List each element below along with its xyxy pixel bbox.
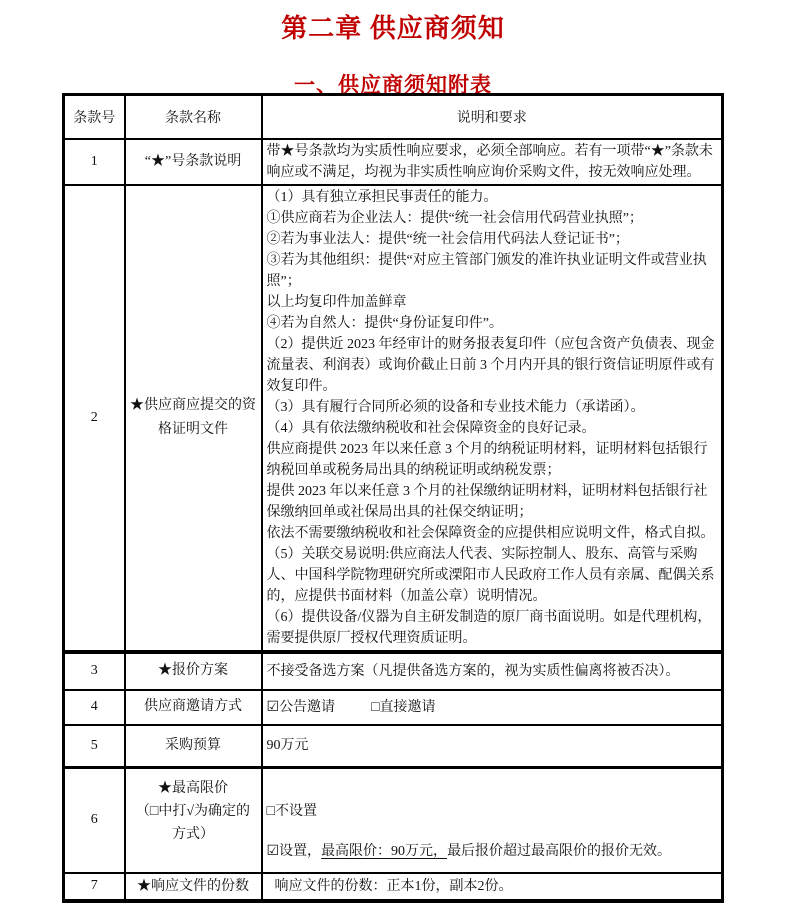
desc-paragraph: 以上均复印件加盖鲜章 xyxy=(266,294,407,310)
desc-paragraph: ①供应商若为企业法人：提供“统一社会信用代码营业执照”； xyxy=(266,210,643,226)
invitation-option-label: 直接邀请 xyxy=(379,699,436,715)
desc-paragraph: （6）提供设备/仪器为自主研发制造的原厂商书面说明。如是代理机构，需要提供原厂授权代理资质证明。 xyxy=(266,609,712,646)
header-description: 说明和要求 xyxy=(262,95,723,139)
clause-number-cell: 7 xyxy=(64,873,125,901)
table-row-3 xyxy=(64,652,723,690)
header-clause-name: 条款名称 xyxy=(125,95,262,139)
clause-number-cell: 5 xyxy=(64,725,125,768)
table-row-2 xyxy=(64,185,723,652)
desc-paragraph: ④若为自然人：提供“身份证复印件”。 xyxy=(266,315,503,331)
clause-name-cell: 供应商邀请方式 xyxy=(125,690,262,725)
section-title: 一、供应商须知附表 xyxy=(294,73,492,97)
clause-name-cell: ★报价方案 xyxy=(125,652,262,690)
clause-desc-cell xyxy=(262,690,723,725)
clause-name-cell xyxy=(125,768,262,873)
price-limit-option-unset: □不设置 xyxy=(266,804,317,819)
clause-desc-cell: 不接受备选方案（凡提供备选方案的，视为实质性偏离将被否决）。 xyxy=(262,652,723,690)
desc-paragraph: ②若为事业法人：提供“统一社会信用代码法人登记证书”； xyxy=(266,231,629,247)
clause-desc-cell: 带★号条款均为实质性响应要求，必须全部响应。若有一项带“★”条款未响应或不满足，均视为非实质性响应询价采购文件，按无效响应处理。 xyxy=(262,139,723,185)
checkbox-checked-icon-text: ☑设置， xyxy=(266,844,322,859)
supplier-notice-table xyxy=(62,93,724,903)
desc-paragraph: （1）具有独立承担民事责任的能力。 xyxy=(266,189,498,205)
price-limit-note: 最后报价超过最高限价的报价无效。 xyxy=(447,844,672,859)
clause-desc-cell: 90万元 xyxy=(262,725,723,768)
desc-paragraph: （4）具有依法缴纳税收和社会保障资金的良好记录。 xyxy=(266,420,596,436)
table-row-5 xyxy=(64,725,723,768)
desc-paragraph: （5）关联交易说明:供应商法人代表、实际控制人、股东、高管与采购人、中国科学院物理研究所或溧阳市人民政府工作人员有亲属、配偶关系的，应提供书面材料（加盖公章）说明情况。 xyxy=(266,546,715,604)
clause-name-cell: 采购预算 xyxy=(125,725,262,768)
clause-name-line: ★最高限价 xyxy=(158,781,228,796)
clause-desc-cell: 响应文件的份数：正本1份，副本2份。 xyxy=(262,873,723,901)
invitation-option-label: 公告邀请 xyxy=(279,699,336,715)
table-row-7 xyxy=(64,873,723,901)
clause-number-cell: 6 xyxy=(64,768,125,873)
table-row-6 xyxy=(64,768,723,873)
desc-paragraph: 提供 2023 年以来任意 3 个月的社保缴纳证明材料，证明材料包括银行社保缴纳回单或社保局出具的社保交纳证明； xyxy=(266,483,708,520)
checkbox-unchecked-icon: □ xyxy=(371,699,380,715)
clause-name-cell: ★响应文件的份数 xyxy=(125,873,262,901)
clause-desc-cell xyxy=(262,768,723,873)
clause-name-cell: ★供应商应提交的资格证明文件 xyxy=(125,185,262,652)
price-limit-option-set xyxy=(267,841,718,862)
price-limit-value: 最高限价：90万元， xyxy=(321,844,448,859)
desc-paragraph: （3）具有履行合同所必须的设备和专业技术能力（承诺函）。 xyxy=(266,399,645,415)
desc-paragraph: 依法不需要缴纳税收和社会保障资金的应提供相应说明文件，格式自拟。 xyxy=(266,525,715,541)
clause-number-cell: 4 xyxy=(64,690,125,725)
page-title: 第二章 供应商须知 xyxy=(281,14,505,43)
desc-paragraph: ③若为其他组织：提供“对应主管部门颁发的准许执业证明文件或营业执照”； xyxy=(266,252,707,289)
clause-number-cell: 3 xyxy=(64,652,125,690)
clause-number-cell: 1 xyxy=(64,139,125,185)
table-header-row xyxy=(64,95,723,139)
header-clause-number: 条款号 xyxy=(64,95,125,139)
table-row-1 xyxy=(64,139,723,185)
table-row-4 xyxy=(64,690,723,725)
checkbox-checked-icon: ☑ xyxy=(266,699,280,715)
desc-paragraph: 供应商提供 2023 年以来任意 3 个月的纳税证明材料，证明材料包括银行纳税回单或税务局出具的纳税证明或纳税发票； xyxy=(266,441,708,478)
desc-paragraph: （2）提供近 2023 年经审计的财务报表复印件（应包含资产负债表、现金流量表、利润表）或询价截止日前 3 个月内开具的银行资信证明原件或有效复印件。 xyxy=(266,336,715,394)
clause-number-cell: 2 xyxy=(64,185,125,652)
clause-desc-cell xyxy=(262,185,723,652)
clause-name-cell: “★”号条款说明 xyxy=(125,139,262,185)
clause-name-line: （□中打√为确定的方式） xyxy=(135,804,251,843)
